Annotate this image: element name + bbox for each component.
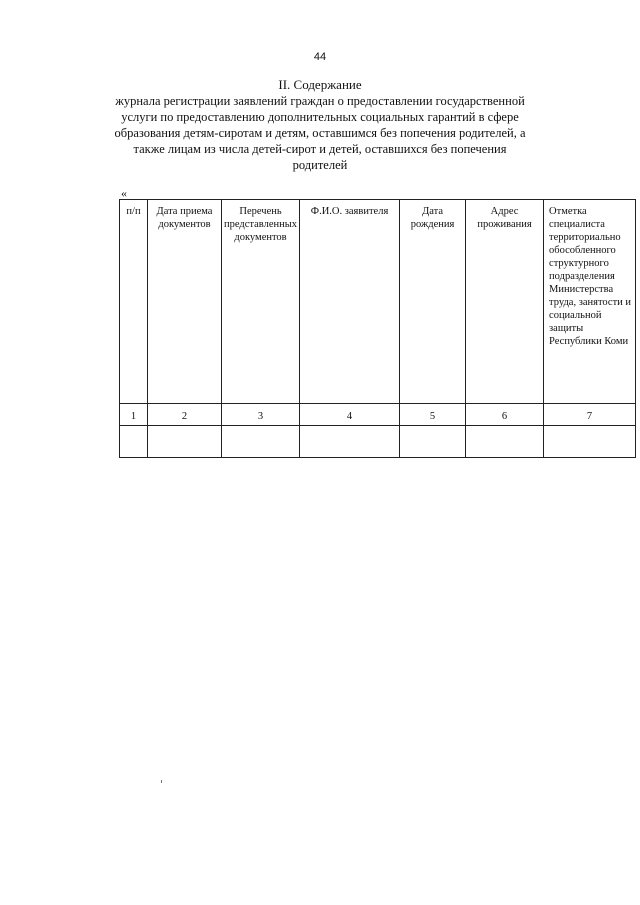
column-number-cell: 4 (300, 404, 400, 426)
header-cell-documents-list: Перечень представленных документов (222, 200, 300, 404)
heading-line: образования детям-сиротам и детям, оставшимся без попечения родителей, а (114, 126, 526, 140)
empty-cell (222, 426, 300, 458)
header-cell-receipt-date: Дата приема документов (148, 200, 222, 404)
column-number-cell: 1 (120, 404, 148, 426)
empty-cell (466, 426, 544, 458)
column-number-cell: 6 (466, 404, 544, 426)
heading-line: услуги по предоставлению дополнительных социальных гарантий в сфере (121, 110, 519, 124)
empty-cell (120, 426, 148, 458)
empty-cell (544, 426, 636, 458)
section-title: II. Содержание (278, 77, 362, 92)
heading-line: журнала регистрации заявлений граждан о предоставлении государственной (115, 94, 525, 108)
header-cell-birth-date: Дата рождения (400, 200, 466, 404)
heading-line: родителей (292, 158, 348, 172)
column-number-cell: 2 (148, 404, 222, 426)
opening-quote-mark: « (121, 186, 127, 200)
empty-cell (300, 426, 400, 458)
column-number-cell: 7 (544, 404, 636, 426)
table-header-row (120, 200, 636, 404)
document-heading (100, 77, 540, 173)
registration-journal-table (119, 199, 636, 458)
header-cell-address: Адрес проживания (466, 200, 544, 404)
header-cell-number: п/п (120, 200, 148, 404)
page-number: 44 (313, 51, 327, 63)
header-cell-applicant-name: Ф.И.О. заявителя (300, 200, 400, 404)
table-empty-row (120, 426, 636, 458)
scan-speck (161, 780, 162, 783)
header-cell-specialist-mark: Отметка специалиста территориально обособленного структурного подразделения Министерства труда, занятости и социальной защиты Республики Коми (544, 200, 636, 404)
column-number-cell: 5 (400, 404, 466, 426)
empty-cell (148, 426, 222, 458)
table-column-numbers-row (120, 404, 636, 426)
heading-line: также лицам из числа детей-сирот и детей, оставшихся без попечения (133, 142, 507, 156)
column-number-cell: 3 (222, 404, 300, 426)
empty-cell (400, 426, 466, 458)
